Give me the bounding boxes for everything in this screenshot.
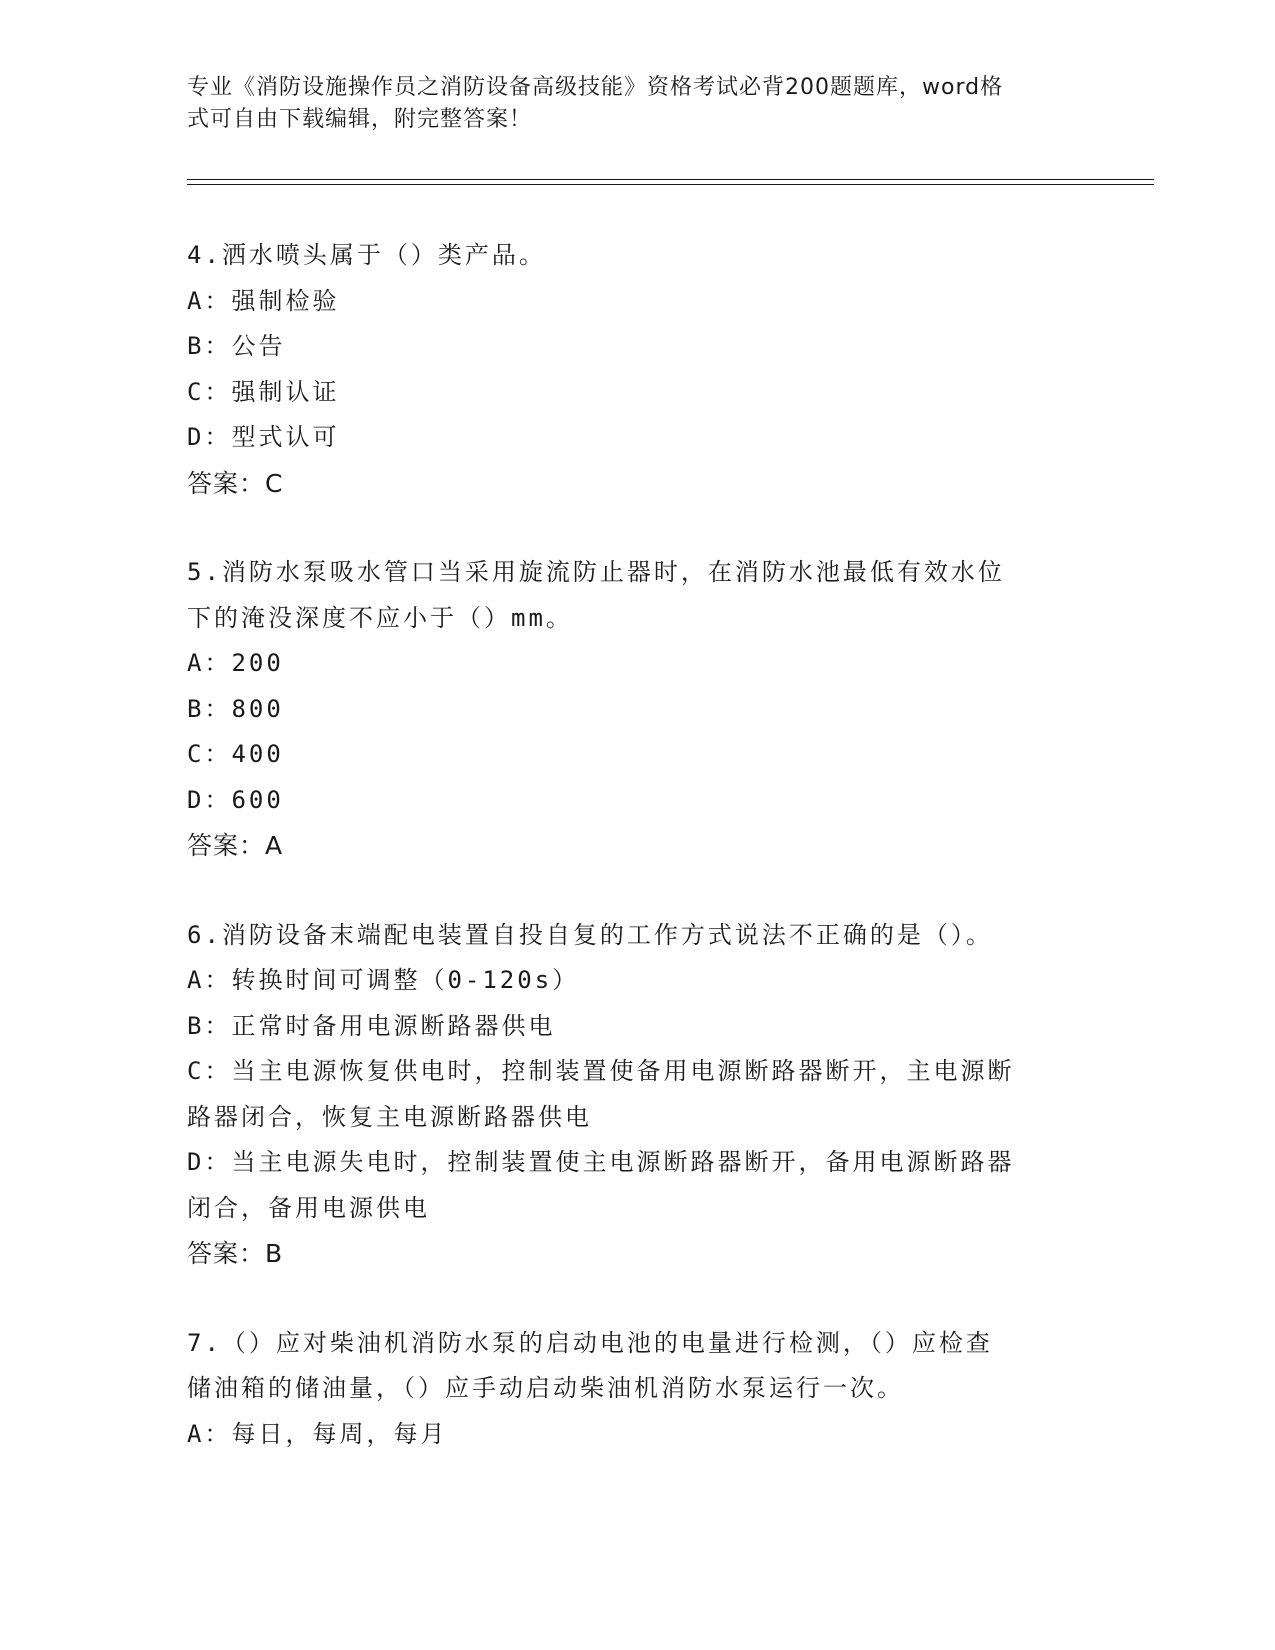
question-7-stem-line-2: 储油箱的储油量，（）应手动启动柴油机消防水泵运行一次。 [187, 1374, 904, 1402]
question-6-stem: 6.消防设备末端配电装置自投自复的工作方式说法不正确的是（）。 [187, 920, 993, 949]
question-5-answer: 答案：A [187, 831, 284, 860]
question-4-option-a: A：强制检验 [187, 286, 340, 315]
header-line-1: 专业《消防设施操作员之消防设备高级技能》资格考试必背200题题库，word格 [187, 75, 1004, 100]
question-7 [187, 1321, 1077, 1458]
question-5-stem-line-1: 5.消防水泵吸水管口当采用旋流防止器时，在消防水池最低有效水位 [187, 558, 1005, 586]
question-4 [187, 233, 1077, 506]
question-4-option-d: D：型式认可 [187, 423, 340, 451]
document-header [187, 72, 1067, 136]
question-6-option-b: B：正常时备用电源断路器供电 [187, 1011, 556, 1040]
question-7-stem-line-1: 7.（）应对柴油机消防水泵的启动电池的电量进行检测，（）应检查 [187, 1328, 993, 1357]
question-5-option-a: A：200 [187, 649, 284, 677]
question-6-option-d-line-1: D：当主电源失电时，控制装置使主电源断路器断开，备用电源断路器 [187, 1148, 1015, 1176]
question-6-answer: 答案：B [187, 1239, 284, 1268]
question-5-option-d: D：600 [187, 785, 284, 814]
question-4-option-c: C：强制认证 [187, 377, 340, 406]
header-rule-top [187, 179, 1154, 180]
question-list [187, 233, 1077, 1501]
question-4-option-b: B：公告 [187, 332, 286, 360]
question-6 [187, 913, 1077, 1277]
question-4-stem: 4.洒水喷头属于（）类产品。 [187, 241, 546, 269]
question-6-option-a: A：转换时间可调整（0-120s） [187, 966, 580, 994]
question-6-option-d-line-2: 闭合，备用电源供电 [187, 1193, 430, 1222]
question-5-option-c: C：400 [187, 740, 284, 768]
question-5 [187, 550, 1077, 869]
question-7-option-a: A：每日，每周，每月 [187, 1419, 448, 1448]
question-4-answer: 答案：C [187, 468, 284, 498]
question-6-option-c-line-2: 路器闭合，恢复主电源断路器供电 [187, 1102, 592, 1131]
question-6-option-c-line-1: C：当主电源恢复供电时，控制装置使备用电源断路器断开，主电源断 [187, 1057, 1015, 1085]
header-rule-bottom [187, 184, 1154, 185]
question-5-option-b: B：800 [187, 694, 284, 723]
question-5-stem-line-2: 下的淹没深度不应小于（）mm。 [187, 603, 573, 632]
header-line-2: 式可自由下载编辑，附完整答案！ [187, 107, 533, 132]
